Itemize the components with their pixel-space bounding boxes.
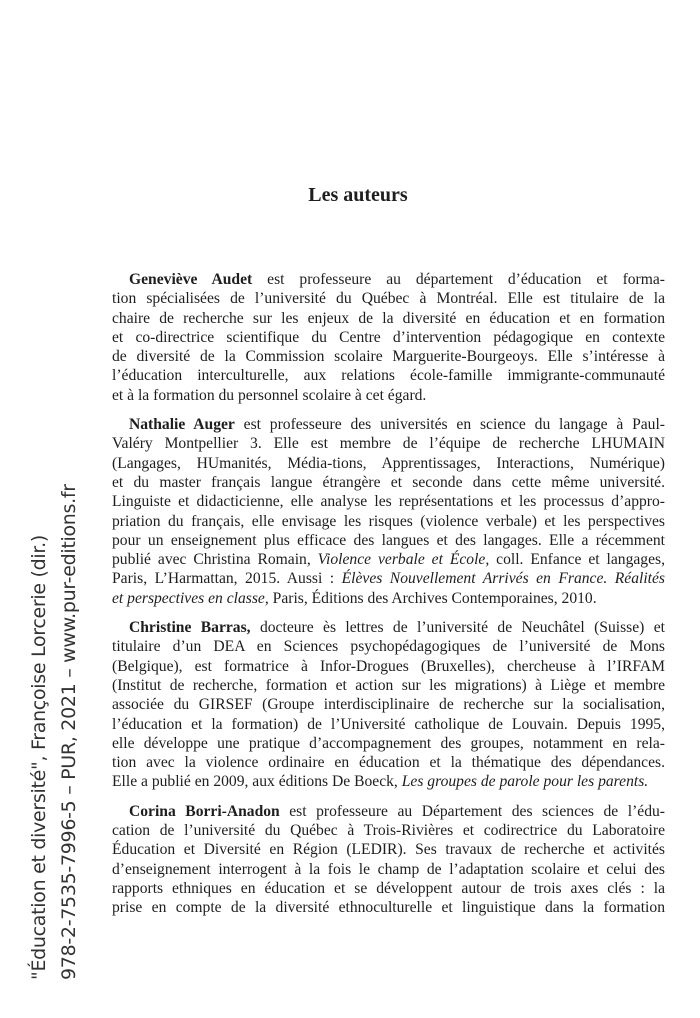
page-title: Les auteurs [308,184,408,206]
text-segment: cation de l’université du Québec à Trois-Rivières et codirectrice du Laboratoire [112,822,665,840]
text-line [112,860,665,879]
text-segment: (Institut de recherche, formation et action sur les migrations) à Liège et membre [112,676,665,694]
text-segment: Elle a publié en 2009, aux éditions De Boeck, [112,773,402,791]
text-segment: d’enseignement interrogent à la fois le champ de l’adaptation scolaire et celui des [112,860,665,878]
text-segment: l’éducation interculturelle, aux relations école-famille immigrante-communauté [112,367,665,385]
text-line [112,309,665,328]
text-segment: publié avec Christina Romain, [112,551,318,569]
text-segment: tion spécialisées de l’université du Québec à Montréal. Elle est titulaire de la [112,290,665,308]
text-segment: elle développe une pratique d’accompagnement des groupes, notamment en rela- [112,734,665,752]
text-segment: prise en compte de la diversité ethnoculturelle et linguistique dans la formation [112,899,665,917]
text-segment: tion avec la violence ordinaire en éducation et la thématique des dépendances. [112,754,665,772]
text-segment: l’éducation et la formation) de l’Université catholique de Louvain. Depuis 1995, [112,715,665,733]
text-segment: (Langages, HUmanités, Média-tions, Apprentissages, Interactions, Numérique) [112,454,665,472]
text-segment: pour un enseignement plus efficace des langues et des langages. Elle a récemment [112,531,665,549]
text-line [112,753,665,772]
text-line [112,802,665,821]
copyright-sidebar [0,0,100,1018]
isbn-publisher-line: 978-2-7535-7996-5 – PUR, 2021 – www.pur-editions.fr [58,484,80,980]
author-bio [112,802,665,918]
text-segment: Linguiste et didacticienne, elle analyse les représentations et les processus d’appro- [112,493,665,511]
text-segment: priation du français, elle envisage les risques (violence verbale) et les perspectives [112,512,665,530]
text-line [112,434,665,453]
text-line [112,637,665,656]
text-segment: de diversité de la Commission scolaire Marguerite-Bourgeoys. Elle s’intéresse à [112,348,665,366]
text-line [112,512,665,531]
text-segment: docteure ès lettres de l’université de Neuchâtel (Suisse) et [250,619,666,637]
text-line [112,618,665,637]
text-line [112,454,665,473]
text-segment: Valéry Montpellier 3. Elle est membre de l’équipe de recherche LHUMAIN [112,435,665,453]
text-segment: et co-directrice scientifique du Centre d’intervention pédagogique en contexte [112,328,665,346]
text-segment: Éducation et Diversité en Région (LEDIR). Ses travaux de recherche et activités [112,841,665,859]
text-segment: est professeure des universités en science du langage à Paul- [234,416,666,434]
book-title: et perspectives en classe [112,589,265,607]
text-segment: , Paris, Éditions des Archives Contemporaines, 2010. [264,589,597,607]
book-title: Les groupes de parole pour les parents. [401,773,649,791]
text-line [112,657,665,676]
text-segment: chaire de recherche sur les enjeux de la diversité en éducation et en formation [112,309,665,327]
text-line [112,840,665,859]
text-segment: Paris, L’Harmattan, 2015. Aussi : [112,570,342,588]
text-line [112,715,665,734]
author-name: Nathalie Auger [129,416,235,434]
text-segment: (Belgique), est formatrice à Infor-Drogues (Bruxelles), chercheuse à l’IRFAM [112,657,665,675]
text-line [112,821,665,840]
text-segment: et à la formation du personnel scolaire à cet égard. [112,386,427,404]
text-line [112,415,665,434]
text-line [112,386,665,405]
text-line [112,289,665,308]
authors-list [112,270,665,928]
text-line [112,347,665,366]
text-line [112,734,665,753]
text-line [112,473,665,492]
text-line [112,270,665,289]
book-citation: "Éducation et diversité", Françoise Lorcerie (dir.) [28,535,50,980]
author-name: Geneviève Audet [129,271,253,288]
text-line [112,531,665,550]
text-line [112,898,665,917]
text-segment: est professeure au département d’éducation et forma- [252,271,665,288]
text-line [112,772,665,791]
text-line [112,492,665,511]
text-segment: est professeure au Département des sciences de l’édu- [279,802,665,820]
author-bio [112,618,665,792]
text-line [112,569,665,588]
author-name: Christine Barras, [129,619,251,637]
text-segment: titulaire d’un DEA en Sciences psychopédagogiques de l’université de Mons [112,638,665,656]
text-line [112,328,665,347]
text-line [112,550,665,569]
text-line [112,589,665,608]
author-name: Corina Borri-Anadon [129,802,280,820]
text-segment: associée du GIRSEF (Groupe interdisciplinaire de recherche sur la socialisation, [112,696,665,714]
author-bio [112,270,665,405]
text-line [112,695,665,714]
text-line [112,366,665,385]
author-bio [112,415,665,608]
text-line [112,676,665,695]
text-segment: et du master français langue étrangère et seconde dans cette même université. [112,473,665,491]
book-title: Violence verbale et École, [317,551,490,569]
book-title: Élèves Nouvellement Arrivés en France. Réalités [341,570,665,588]
text-line [112,879,665,898]
text-segment: rapports ethniques en éducation et se développent autour de trois axes clés : la [112,879,665,897]
text-segment: coll. Enfance et langages, [489,551,665,569]
